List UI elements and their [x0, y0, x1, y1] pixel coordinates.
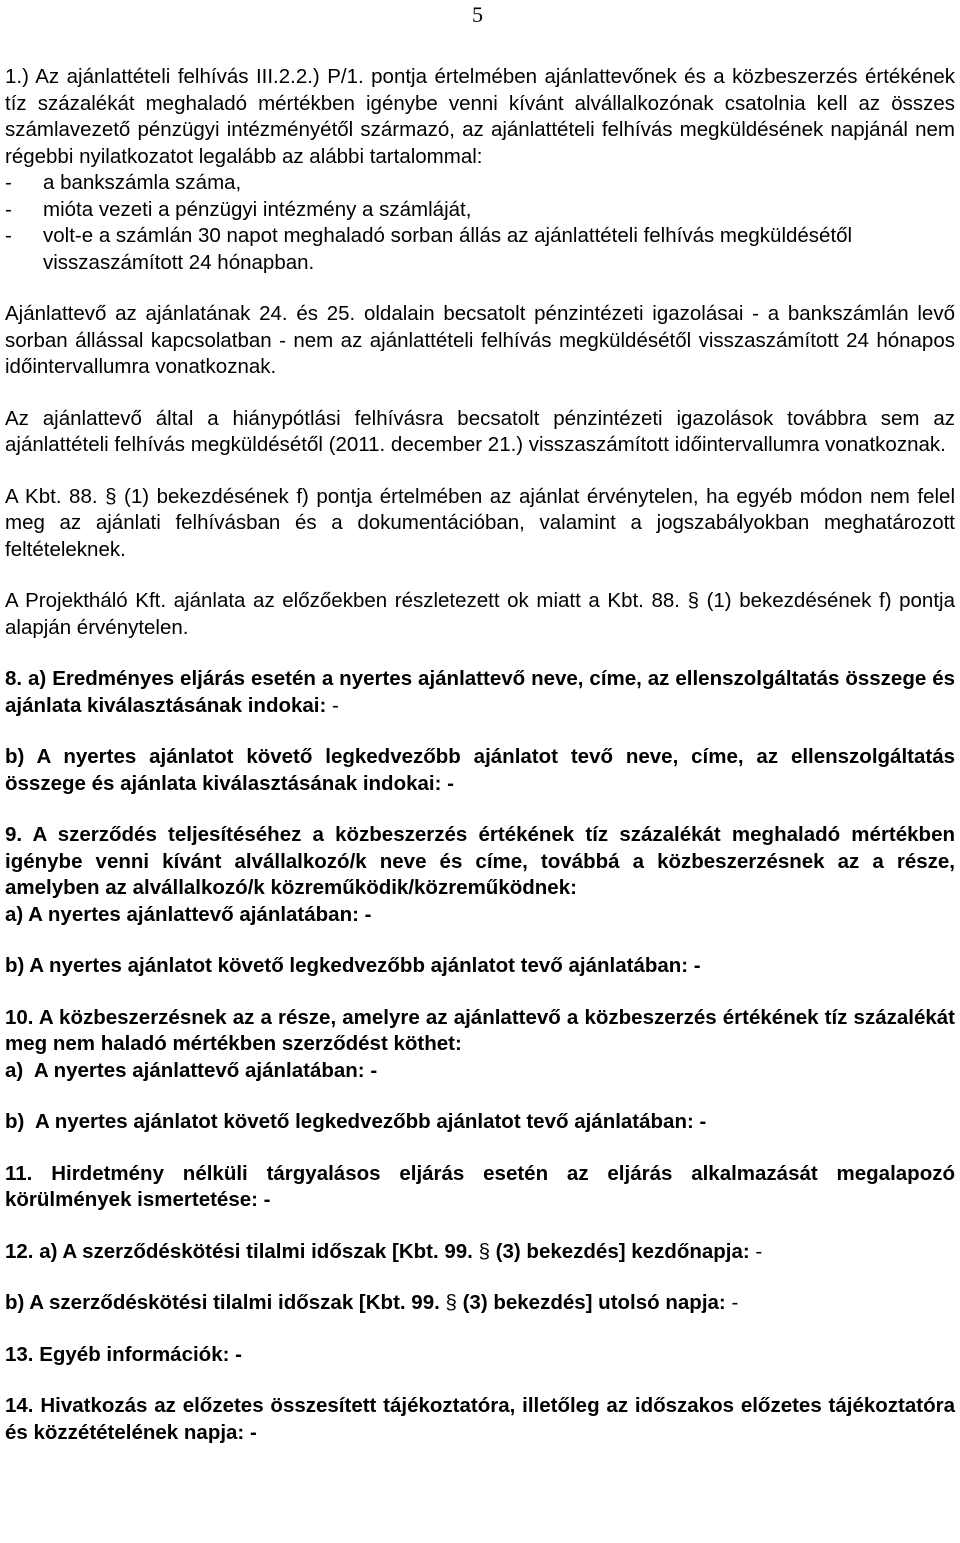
- kbt-reference: A Kbt. 88.: [5, 484, 98, 508]
- paragraph-text: (1) bekezdésének f) pontja értelmében az ajánlat érvénytelen, ha egyéb módon nem felel meg az ajánlati felhívásban és a dokumentációban, valamint a jogszabályokban meghatározott feltételeknek.: [5, 484, 956, 561]
- section-11: 11. Hirdetmény nélküli tárgyalásos eljárás esetén az eljárás alkalmazását megalapozó körülmények ismertetése: -: [5, 1161, 955, 1211]
- section-heading: (3) bekezdés] kezdőnapja:: [495, 1239, 750, 1263]
- section-9: 9. A szerződés teljesítéséhez a közbeszerzés értékének tíz százalékát meghaladó mértékben igénybe venni kívánt alvállalkozó/k neve és címe, továbbá a közbeszerzésnek az a része, amelyben az alvállalkozó/k közreműködik/közreműködnek:: [5, 823, 955, 899]
- paragraph-text: (1) bekezdésének f) pontja alapján érvénytelen.: [5, 589, 955, 639]
- list-dash: -: [5, 224, 12, 247]
- section-heading: (3) bekezdés] utolsó napja:: [462, 1291, 726, 1314]
- section-sign: §: [687, 589, 699, 612]
- section-10: 10. A közbeszerzésnek az a része, amelyre az ajánlattevő a közbeszerzés értékének tíz százalékát meg nem haladó mértékben szerződést köthet:: [5, 1005, 955, 1055]
- section-sign: §: [105, 484, 117, 508]
- section-8b: b) A nyertes ajánlatot követő legkedvezőbb ajánlatot tevő neve, címe, az ellenszolgáltatás összege és ajánlata kiválasztásának indokai: -: [5, 745, 955, 795]
- section-8a: [5, 666, 955, 719]
- section-value: -: [731, 1291, 739, 1314]
- paragraph-bank-statements: Ajánlattevő az ajánlatának 24. és 25. oldalain becsatolt pénzintézeti igazolásai - a bankszámlán levő sorban állással kapcsolatban - nem az ajánlattételi felhívás megküldésétől visszaszámított 24 hónapos időintervallumra vonatkoznak.: [5, 302, 955, 378]
- section-sign: §: [445, 1291, 457, 1314]
- page-number: 5: [472, 2, 483, 27]
- paragraph-text: A Projektháló Kft. ajánlata az előzőekben részletezett ok miatt a Kbt. 88.: [5, 589, 680, 612]
- section-9b: b) A nyertes ajánlatot követő legkedvezőbb ajánlatot tevő ajánlatában: -: [5, 954, 701, 977]
- paragraph-projekthalo: [5, 588, 955, 641]
- section-value: -: [332, 693, 339, 717]
- section-12a: [5, 1239, 955, 1266]
- list-item-text: mióta vezeti a pénzügyi intézmény a számláját,: [43, 197, 472, 221]
- intro-paragraph: 1.) Az ajánlattételi felhívás III.2.2.) P/1. pontja értelmében ajánlattevőnek és a közbeszerzés értékének tíz százalékát meghaladó mértékben igénybe venni kívánt alvállalkozónak csatolnia kell az összes számlavezető pénzügyi intézményétől származó, az ajánlattételi felhívás megküldésének napjánál nem régebbi nyilatkozatot legalább az alábbi tartalommal:: [5, 65, 955, 168]
- section-13: 13. Egyéb információk: -: [5, 1342, 242, 1366]
- list-item-text: a bankszámla száma,: [43, 171, 242, 194]
- list-item-text: volt-e a számlán 30 napot meghaladó sorban állás az ajánlattételi felhívás megküldésétől visszaszámított 24 hónapban.: [43, 224, 853, 274]
- section-14: 14. Hivatkozás az előzetes összesített tájékoztatóra, illetőleg az időszakos előzetes tájékoztatóra és közzétételének napja: -: [5, 1394, 955, 1444]
- section-9a: a) A nyertes ajánlattevő ajánlatában: -: [5, 902, 372, 926]
- paragraph-deficiency: Az ajánlattevő által a hiánypótlási felhívásra becsatolt pénzintézeti igazolások továbbra sem az ajánlattételi felhívás megküldésétől (2011. december 21.) visszaszámított időintervallumra vonatkoznak.: [5, 406, 955, 456]
- section-heading: 8. a) Eredményes eljárás esetén a nyertes ajánlattevő neve, címe, az ellenszolgáltatás összege és ajánlata kiválasztásának indokai:: [5, 667, 955, 717]
- section-value: -: [755, 1239, 763, 1263]
- list-item: [5, 197, 955, 224]
- paragraph-kbt-88: [5, 484, 955, 564]
- document-body: [5, 64, 955, 1446]
- section-12b: [5, 1290, 955, 1317]
- list-item: [5, 223, 955, 276]
- section-10a: a) A nyertes ajánlattevő ajánlatában: -: [5, 1058, 378, 1082]
- list-item: [5, 170, 955, 197]
- section-10b: b) A nyertes ajánlatot követő legkedvezőbb ajánlatot tevő ajánlatában: -: [5, 1110, 707, 1133]
- list-dash: -: [5, 171, 12, 194]
- requirements-list: [5, 170, 955, 276]
- list-dash: -: [5, 197, 12, 221]
- section-sign: §: [478, 1239, 490, 1263]
- section-heading: b) A szerződéskötési tilalmi időszak [Kbt. 99.: [5, 1291, 440, 1314]
- section-heading: 12. a) A szerződéskötési tilalmi időszak [Kbt. 99.: [5, 1239, 473, 1263]
